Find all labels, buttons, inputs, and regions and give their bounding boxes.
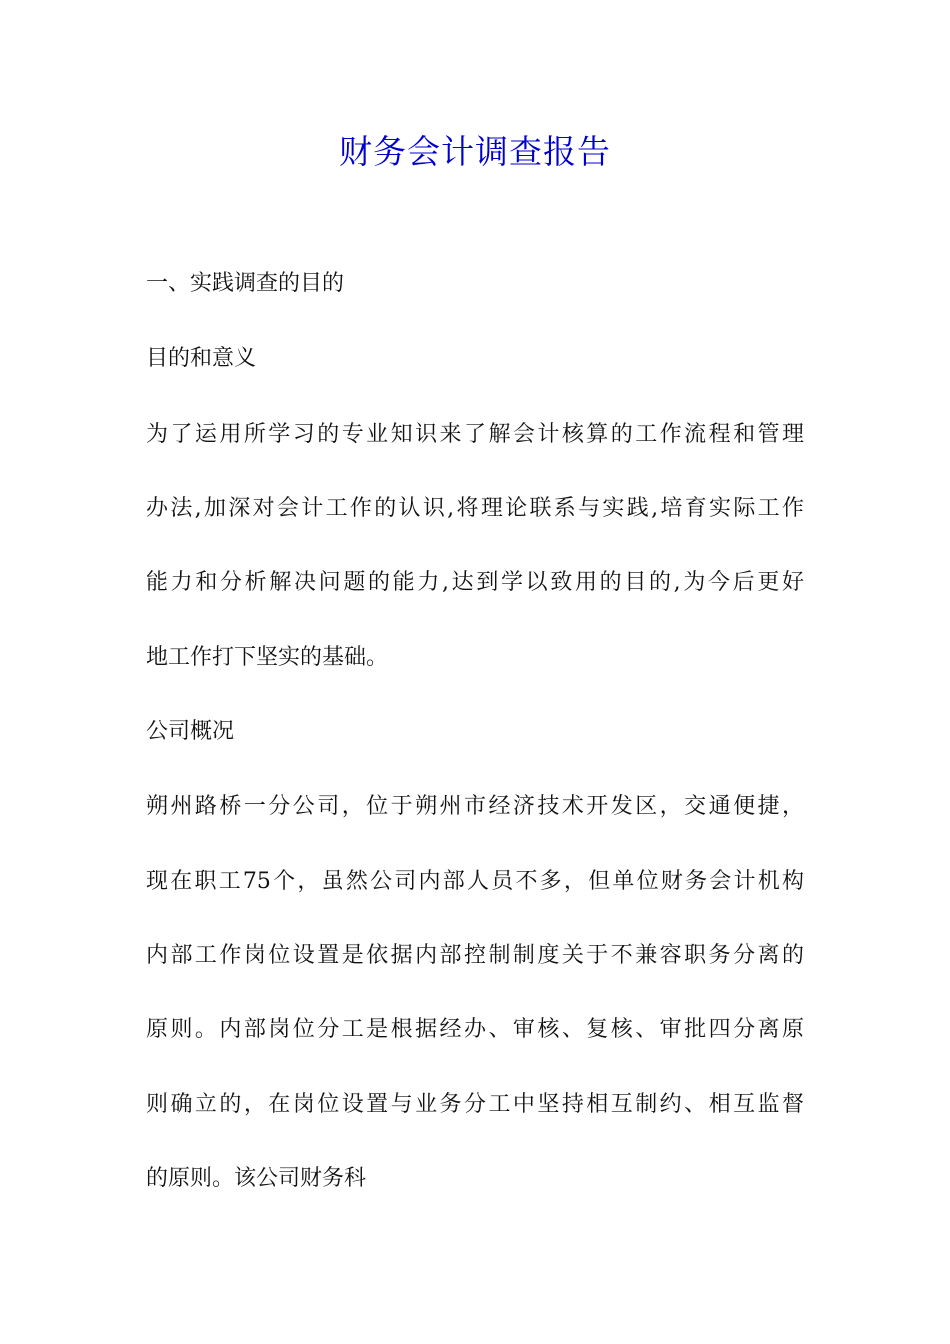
subheading-company-overview: 公司概况: [146, 719, 235, 744]
subheading-purpose-meaning: 目的和意义: [146, 346, 257, 371]
paragraph-line: 为了运用所学习的专业知识来了解会计核算的工作流程和管理: [146, 422, 804, 447]
paragraph-line: 办法,加深对会计工作的认识,将理论联系与实践,培育实际工作: [146, 496, 804, 521]
paragraph-line: 朔州路桥一分公司，位于朔州市经济技术开发区，交通便捷，: [146, 794, 804, 819]
section-heading-purpose: 一、实践调查的目的: [146, 271, 345, 296]
paragraph-line: 能力和分析解决问题的能力,达到学以致用的目的,为今后更好: [146, 570, 804, 595]
document-title: 财务会计调查报告: [339, 132, 611, 171]
paragraph-line: 内部工作岗位设置是依据内部控制制度关于不兼容职务分离的: [146, 943, 804, 968]
paragraph-line: 现在职工75个，虽然公司内部人员不多，但单位财务会计机构: [146, 869, 804, 894]
paragraph-line: 原则。内部岗位分工是根据经办、审核、复核、审批四分离原: [146, 1017, 804, 1042]
paragraph-line: 的原则。该公司财务科: [146, 1166, 367, 1191]
paragraph-line: 地工作打下坚实的基础。: [146, 645, 389, 670]
paragraph-line: 则确立的，在岗位设置与业务分工中坚持相互制约、相互监督: [146, 1092, 804, 1117]
